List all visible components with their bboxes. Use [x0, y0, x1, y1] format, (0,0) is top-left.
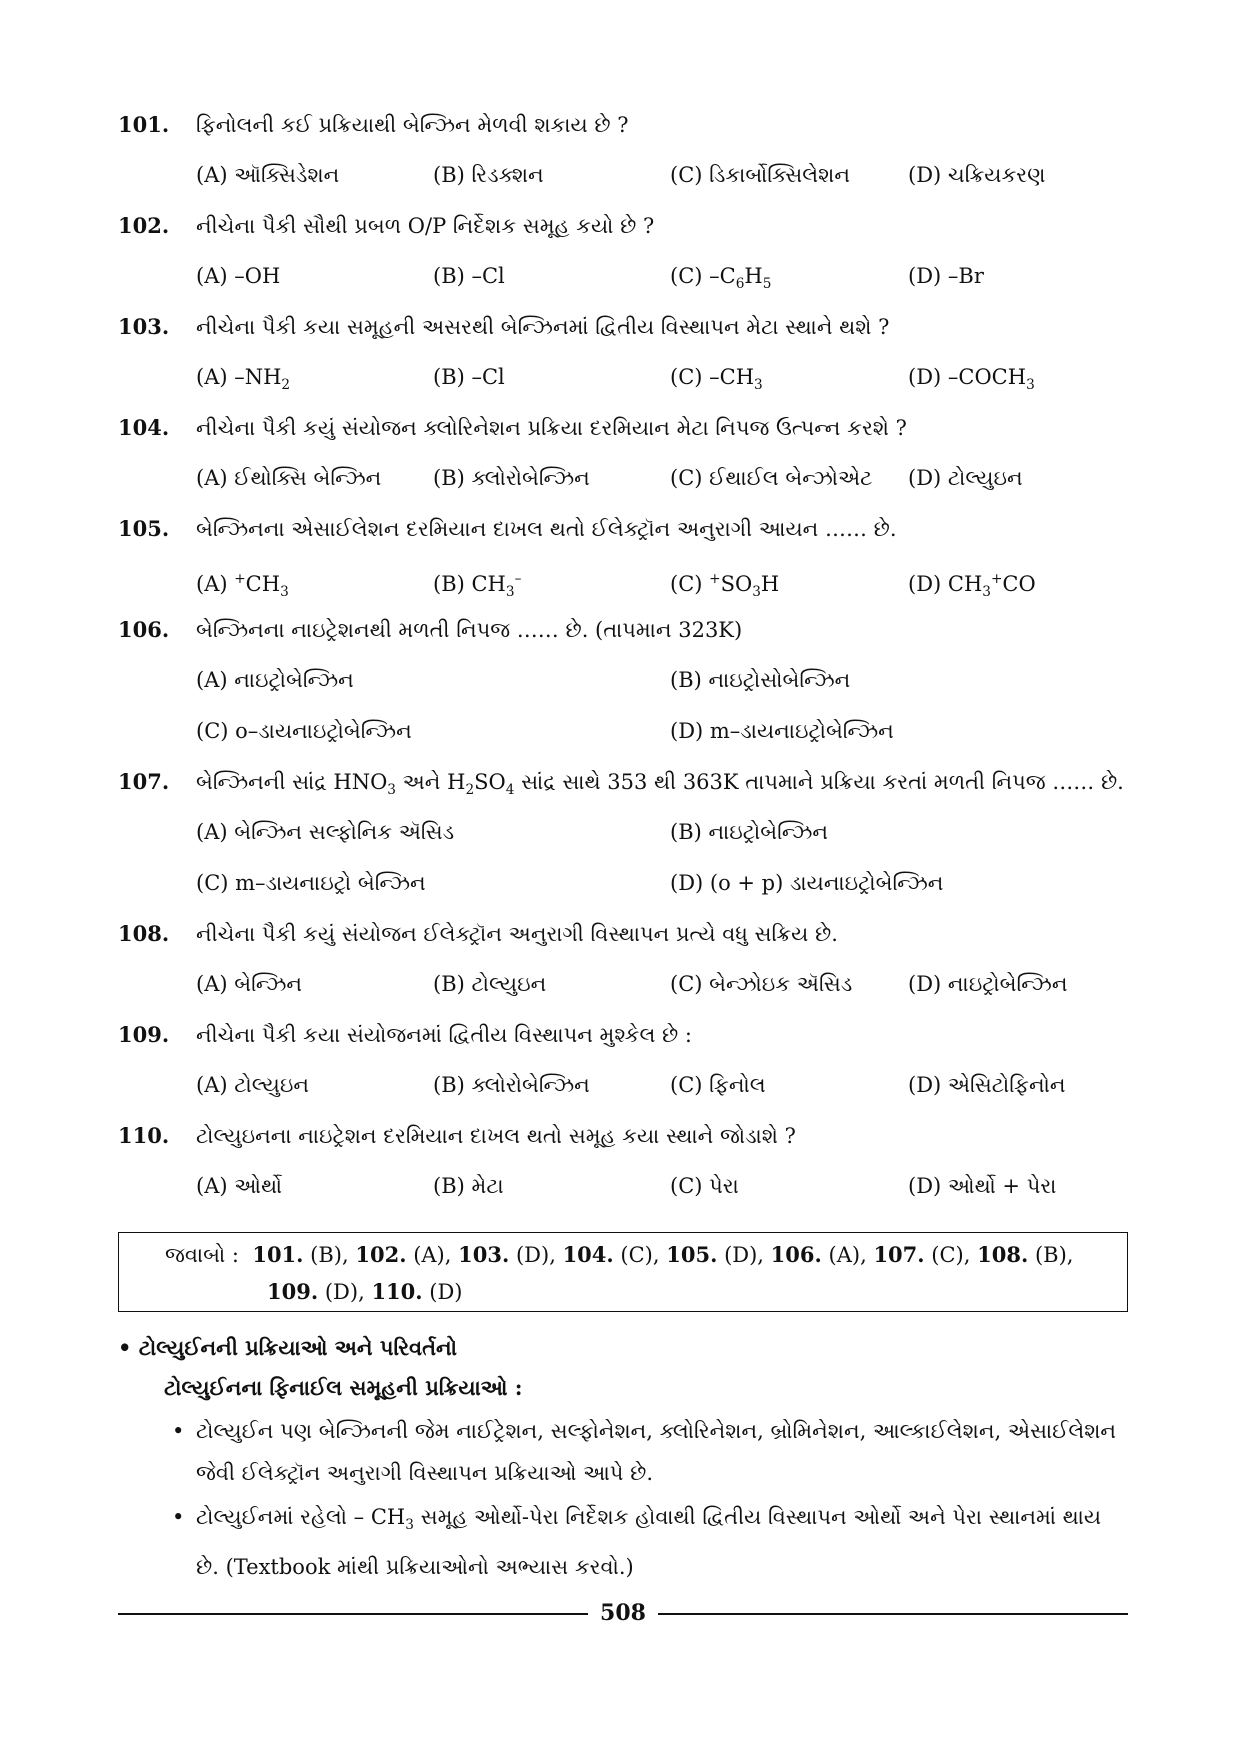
option-d: (D) એસિટોફિનોન: [908, 1073, 1066, 1097]
option-c: (C) બેન્ઝોઇક ઍસિડ: [670, 972, 853, 996]
option-b: (B) –Cl: [433, 264, 505, 288]
option-c: (C) $-CH_3$: [670, 365, 763, 394]
answer-key-label: જવાબો :: [165, 1243, 239, 1267]
option-b: (B) –Cl: [433, 365, 505, 389]
option-b: (B) ટોલ્યુઇન: [433, 972, 547, 996]
question-number: 107.: [118, 769, 170, 794]
options-104: [118, 453, 1128, 504]
question-108: [118, 909, 1128, 959]
option-c: (C) o–ડાયનાઇટ્રોબેન્ઝિન: [196, 719, 412, 743]
option-c: (C) ડિકાર્બોક્સિલેશન: [670, 163, 850, 187]
question-text: બેન્ઝિનના નાઇટ્રેશનથી મળતી નિપજ …… છે. (તાપમાન 323K): [196, 618, 743, 642]
question-number: 108.: [118, 921, 170, 946]
bullet-text: ટોલ્યુઈનમાં રહેલો – $CH_3$ સમૂહ ઓર્થો-પેરા નિર્દેશક હોવાથી દ્વિતીય વિસ્થાપન ઓર્થો અને પેરા સ્થાનમાં થાય છે. (Textbook માંથી પ્રક્રિયાઓનો અભ્યાસ કરવો.): [196, 1505, 1102, 1580]
option-d: (D) $CH_3^+CO$: [908, 571, 1036, 601]
options-106-row2: [118, 706, 1128, 757]
question-number: 106.: [118, 617, 170, 642]
toluene-section: [118, 1328, 1128, 1588]
option-a: (A) બેન્ઝિન સલ્ફોનિક ઍસિડ: [196, 820, 455, 844]
question-106: [118, 605, 1128, 655]
option-b: (B) નાઇટ્રોબેન્ઝિન: [670, 820, 829, 844]
answer-key-line-2: 109. (D), 110. (D): [267, 1279, 463, 1304]
question-number: 110.: [118, 1123, 170, 1148]
question-105: [118, 504, 1128, 554]
option-d: (D) –Br: [908, 264, 984, 288]
question-101: [118, 100, 1128, 150]
option-a: (A) $-NH_2$: [196, 365, 291, 394]
option-a: (A) ઑક્સિડેશન: [196, 163, 340, 187]
option-c: (C) m–ડાયનાઇટ્રો બેન્ઝિન: [196, 871, 426, 895]
option-d: (D) m–ડાયનાઇટ્રોબેન્ઝિન: [670, 719, 894, 743]
option-b: (B) ક્લોરોબેન્ઝિન: [433, 1073, 590, 1097]
option-c: (C) $-C_6H_5$: [670, 264, 772, 293]
option-a: (A) ઈથોક્સિ બેન્ઝિન: [196, 466, 382, 490]
question-107: [118, 757, 1128, 807]
option-c: (C) ઈથાઈલ બેન્ઝોએટ: [670, 466, 873, 490]
page-footer: [118, 1598, 1128, 1628]
question-109: [118, 1010, 1128, 1060]
section-subheading: ટોલ્યુઈનના ફિનાઈલ સમૂહની પ્રક્રિયાઓ :: [164, 1375, 523, 1400]
question-text: નીચેના પૈકી કયા સમૂહની અસરથી બેન્ઝિનમાં દ્વિતીય વિસ્થાપન મેટા સ્થાને થશે ?: [196, 315, 890, 339]
bullet-text: ટોલ્યુઈન પણ બેન્ઝિનની જેમ નાઈટ્રેશન, સલ્ફોનેશન, ક્લોરિનેશન, બ્રોમિનેશન, આલ્કાઈલેશન, એસાઈલેશન જેવી ઈલેક્ટ્રૉન અનુરાગી વિસ્થાપન પ્રક્રિયાઓ આપે છે.: [196, 1419, 1117, 1485]
bullet-item: [118, 1410, 1128, 1494]
question-number: 104.: [118, 415, 170, 440]
question-102: [118, 201, 1128, 251]
option-a: (A) નાઇટ્રોબેન્ઝિન: [196, 668, 354, 692]
option-b: (B) નાઇટ્રોસોબેન્ઝિન: [670, 668, 851, 692]
option-d: (D) નાઇટ્રોબેન્ઝિન: [908, 972, 1068, 996]
answer-key-line-1: જવાબો : 101. (B), 102. (A), 103. (D), 104. (C), 105. (D), 106. (A), 107. (C), 108. (B),: [165, 1242, 1074, 1267]
question-text: ટોલ્યુઇનના નાઇટ્રેશન દરમિયાન દાખલ થતો સમૂહ કયા સ્થાને જોડાશે ?: [196, 1124, 796, 1148]
options-105: [118, 554, 1128, 605]
bullet-icon: •: [172, 1419, 185, 1443]
option-a: (A) $^+CH_3$: [196, 571, 289, 601]
question-text: નીચેના પૈકી કયા સંયોજનમાં દ્વિતીય વિસ્થાપન મુશ્કેલ છે :: [196, 1023, 692, 1047]
option-a: (A) –OH: [196, 264, 281, 288]
options-108: [118, 959, 1128, 1010]
option-c: (C) ફિનોલ: [670, 1073, 766, 1097]
option-d: (D) (o + p) ડાયનાઇટ્રોબેન્ઝિન: [670, 871, 944, 895]
footer-rule-right: [658, 1613, 1128, 1615]
question-number: 103.: [118, 314, 170, 339]
option-a: (A) ટોલ્યુઇન: [196, 1073, 309, 1097]
question-103: [118, 302, 1128, 352]
question-number: 109.: [118, 1022, 170, 1047]
section-heading: • ટોલ્યુઈનની પ્રક્રિયાઓ અને પરિવર્તનો: [118, 1335, 457, 1360]
options-109: [118, 1060, 1128, 1111]
question-number: 105.: [118, 516, 170, 541]
question-text: ફિનોલની કઈ પ્રક્રિયાથી બેન્ઝિન મેળવી શકાય છે ?: [196, 113, 629, 137]
page-number: 508: [600, 1600, 646, 1626]
page-content: [118, 100, 1128, 1588]
option-b: (B) રિડક્શન: [433, 163, 544, 187]
option-d: (D) ઓર્થો + પેરા: [908, 1174, 1057, 1198]
option-d: (D) ચક્રિયકરણ: [908, 163, 1046, 187]
option-c: (C) $^+SO_3H$: [670, 571, 780, 601]
question-110: [118, 1111, 1128, 1161]
option-b: (B) $CH_3^-$: [433, 571, 522, 601]
question-text: બેન્ઝિનની સાંદ્ર $HNO_3$ અને $H_2SO_4$ સાંદ્ર સાથે 353 થી 363K તાપમાને પ્રક્રિયા કરતાં મળતી નિપજ …… છે.: [196, 770, 1124, 799]
option-a: (A) ઓર્થો: [196, 1174, 283, 1198]
options-110: [118, 1161, 1128, 1212]
options-107-row2: [118, 858, 1128, 909]
question-number: 102.: [118, 213, 170, 238]
option-a: (A) બેન્ઝિન: [196, 972, 303, 996]
option-d: (D) $-COCH_3$: [908, 365, 1035, 394]
option-d: (D) ટોલ્યુઇન: [908, 466, 1023, 490]
question-104: [118, 403, 1128, 453]
question-text: નીચેના પૈકી સૌથી પ્રબળ O/P નિર્દેશક સમૂહ કયો છે ?: [196, 214, 655, 238]
options-102: [118, 251, 1128, 302]
option-b: (B) મેટા: [433, 1174, 504, 1198]
question-number: 101.: [118, 112, 170, 137]
bullet-item: [118, 1496, 1128, 1588]
question-text: નીચેના પૈકી કયું સંયોજન ક્લોરિનેશન પ્રક્રિયા દરમિયાન મેટા નિપજ ઉત્પન્ન કરશે ?: [196, 416, 907, 440]
option-c: (C) પેરા: [670, 1174, 739, 1198]
option-b: (B) ક્લોરોબેન્ઝિન: [433, 466, 590, 490]
options-103: [118, 352, 1128, 403]
options-106-row1: [118, 655, 1128, 706]
question-text: નીચેના પૈકી કયું સંયોજન ઈલેક્ટ્રૉન અનુરાગી વિસ્થાપન પ્રત્યે વધુ સક્રિય છે.: [196, 922, 838, 946]
answer-key-box: [118, 1232, 1128, 1312]
options-101: [118, 150, 1128, 201]
bullet-icon: •: [172, 1505, 185, 1529]
options-107-row1: [118, 807, 1128, 858]
question-text: બેન્ઝિનના એસાઈલેશન દરમિયાન દાખલ થતો ઈલેક્ટ્રૉન અનુરાગી આયન …… છે.: [196, 517, 897, 541]
